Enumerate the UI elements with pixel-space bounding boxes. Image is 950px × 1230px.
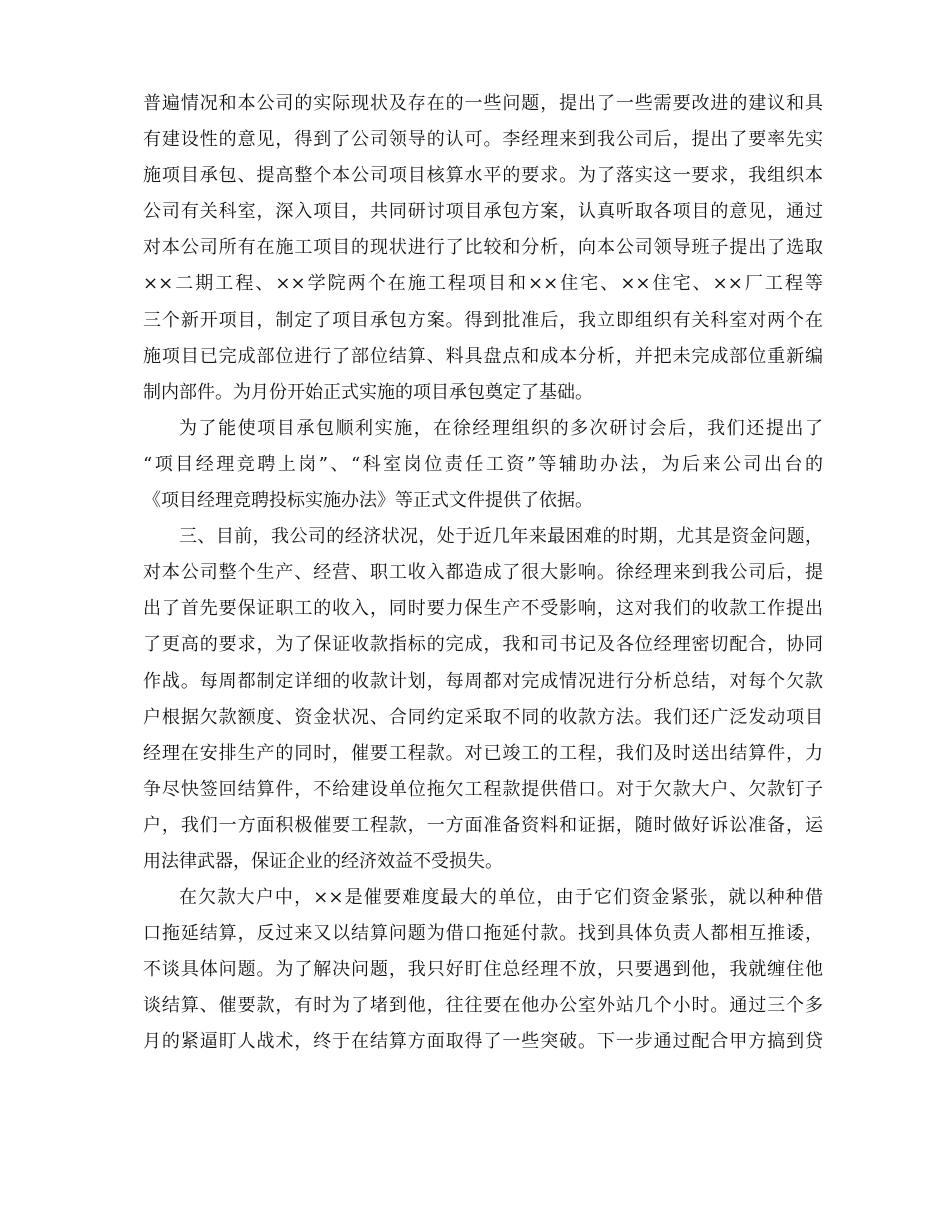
text-line: 户根据欠款额度、资金状况、合同约定采取不同的收款方法。我们还广泛发动项目 [143, 706, 823, 728]
text-line: ××二期工程、××学院两个在施工程项目和××住宅、××住宅、××厂工程等 [143, 273, 823, 295]
text-line: “项目经理竞聘上岗”、“科室岗位责任工资”等辅助办法，为后来公司出台的 [143, 453, 823, 475]
paragraph-1 [143, 86, 823, 411]
text-line: 有建设性的意见，得到了公司领导的认可。李经理来到我公司后，提出了要率先实 [143, 129, 823, 151]
text-line: 谈结算、催要款，有时为了堵到他，往往要在他办公室外站几个小时。通过三个多 [143, 995, 823, 1017]
text-line: 了更高的要求，为了保证收款指标的完成，我和司书记及各位经理密切配合，协同 [143, 634, 823, 656]
text-line: 对本公司所有在施工项目的现状进行了比较和分析，向本公司领导班子提出了选取 [143, 237, 823, 259]
text-line: 作战。每周都制定详细的收款计划，每周都对完成情况进行分析总结，对每个欠款 [143, 670, 823, 692]
text-line: 口拖延结算，反过来又以结算问题为借口拖延付款。找到具体负责人都相互推诿， [143, 923, 823, 945]
text-line: 制内部件。为月份开始正式实施的项目承包奠定了基础。 [143, 381, 593, 403]
text-line: 出了首先要保证职工的收入，同时要力保生产不受影响，这对我们的收款工作提出 [143, 598, 823, 620]
text-line: 施项目已完成部位进行了部位结算、料具盘点和成本分析，并把未完成部位重新编 [143, 345, 823, 367]
text-line: 户，我们一方面积极催要工程款，一方面准备资料和证据，随时做好诉讼准备，运 [143, 814, 823, 836]
text-line: 施项目承包、提高整个本公司项目核算水平的要求。为了落实这一要求，我组织本 [143, 165, 823, 187]
text-line: 用法律武器，保证企业的经济效益不受损失。 [143, 850, 503, 872]
text-line: 公司有关科室，深入项目，共同研讨项目承包方案，认真听取各项目的意见，通过 [143, 201, 823, 223]
text-line: 为了能使项目承包顺利实施，在徐经理组织的多次研讨会后，我们还提出了 [179, 417, 823, 439]
text-line: 《项目经理竞聘投标实施办法》等正式文件提供了依据。 [143, 490, 593, 512]
text-line: 对本公司整个生产、经营、职工收入都造成了很大影响。徐经理来到我公司后，提 [143, 562, 823, 584]
paragraph-2 [143, 411, 823, 519]
paragraph-4 [143, 880, 823, 1060]
document-body [143, 86, 823, 1061]
text-line: 争尽快签回结算件，不给建设单位拖欠工程款提供借口。对于欠款大户、欠款钉子 [143, 778, 823, 800]
text-line: 不谈具体问题。为了解决问题，我只好盯住总经理不放，只要遇到他，我就缠住他 [143, 959, 823, 981]
text-line: 在欠款大户中，××是催要难度最大的单位，由于它们资金紧张，就以种种借 [179, 887, 823, 909]
paragraph-3 [143, 519, 823, 880]
text-line: 经理在安排生产的同时，催要工程款。对已竣工的工程，我们及时送出结算件，力 [143, 742, 823, 764]
text-line: 三个新开项目，制定了项目承包方案。得到批准后，我立即组织有关科室对两个在 [143, 309, 823, 331]
text-line: 月的紧逼盯人战术，终于在结算方面取得了一些突破。下一步通过配合甲方搞到贷 [143, 1031, 823, 1053]
text-line: 三、目前，我公司的经济状况，处于近几年来最困难的时期，尤其是资金问题， [179, 526, 823, 548]
text-line: 普遍情况和本公司的实际现状及存在的一些问题，提出了一些需要改进的建议和具 [143, 93, 823, 114]
